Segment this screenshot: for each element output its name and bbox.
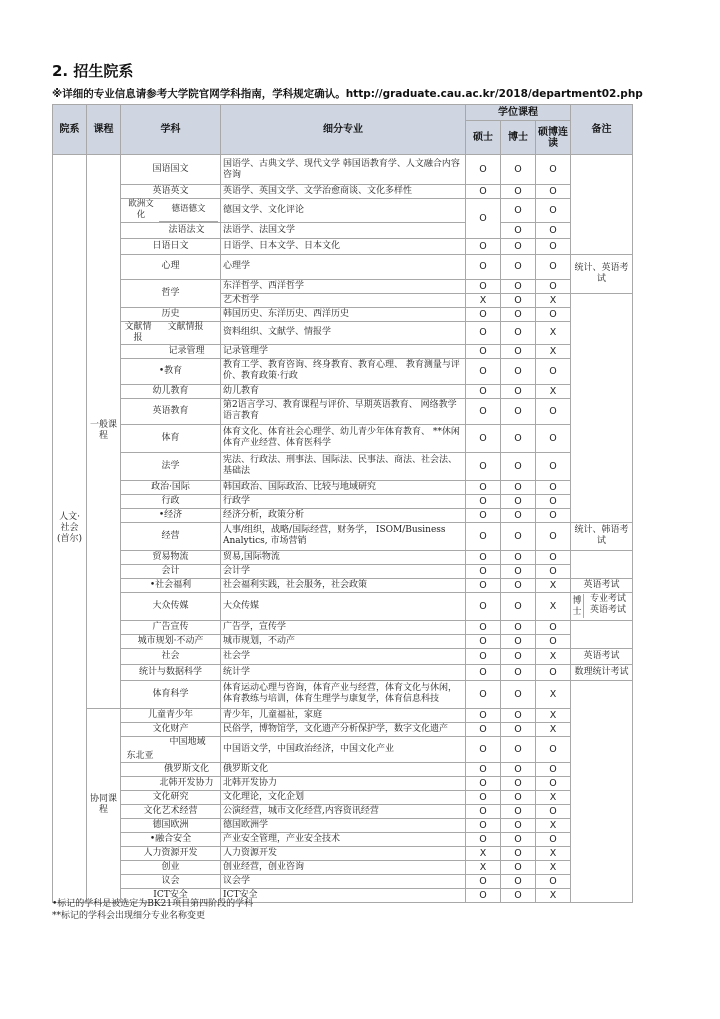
doctor-mark: O bbox=[501, 452, 536, 480]
combined-mark: O bbox=[536, 279, 571, 293]
dept-cell: 行政 bbox=[121, 494, 221, 508]
combined-mark: O bbox=[536, 664, 571, 680]
master-mark: O bbox=[466, 199, 501, 239]
header-college: 院系 bbox=[53, 105, 87, 155]
doctor-mark: O bbox=[501, 736, 536, 762]
detail-cell: 人事/组织，战略/国际经营，财务学， ISOM/Business Analytics, 市场营销 bbox=[221, 522, 466, 550]
dept-cell: ICT安全 bbox=[121, 888, 221, 902]
detail-cell: 会计学 bbox=[221, 564, 466, 578]
remark-cell-empty bbox=[571, 680, 633, 902]
detail-cell: 韩国政治、国际政治、比较与地域研究 bbox=[221, 480, 466, 494]
group-docinfo: 文献情报 bbox=[124, 321, 152, 343]
detail-cell: 贸易,国际物流 bbox=[221, 550, 466, 564]
combined-mark: O bbox=[536, 452, 571, 480]
dept-cell: 人力资源开发 bbox=[121, 846, 221, 860]
doctor-mark: O bbox=[501, 508, 536, 522]
detail-cell: 民俗学，博物馆学，文化遗产分析保护学，数字文化遗产 bbox=[221, 722, 466, 736]
remark-cell-empty bbox=[571, 550, 633, 578]
master-mark: O bbox=[466, 279, 501, 293]
header-master: 硕士 bbox=[466, 121, 501, 155]
combined-mark: O bbox=[536, 494, 571, 508]
master-mark: O bbox=[466, 634, 501, 648]
detail-cell: 人力资源开发 bbox=[221, 846, 466, 860]
dept-cell: 统计与数据科学 bbox=[121, 664, 221, 680]
doctor-mark: O bbox=[501, 592, 536, 620]
master-mark: O bbox=[466, 494, 501, 508]
doctor-mark: O bbox=[501, 358, 536, 384]
header-combined: 硕博连读 bbox=[536, 121, 571, 155]
dept-name: 中国地域 bbox=[169, 736, 206, 747]
detail-cell: 体育文化、体育社会心理学、幼儿青少年体育教育、 **休闲体育产业经营、体育医科学 bbox=[221, 424, 466, 452]
doctor-mark: O bbox=[501, 680, 536, 708]
table-body bbox=[53, 155, 633, 903]
detail-cell: 体育运动心理与咨询，体育产业与经营，体育文化与休闲， 体育教练与培训，体育生理学与康复学，体育信息科技 bbox=[221, 680, 466, 708]
remark-english-exam: 英语考试 bbox=[571, 578, 633, 592]
remark-doctor-cell bbox=[571, 592, 633, 620]
dept-cell: •社会福利 bbox=[121, 578, 221, 592]
dept-cell: 经营 bbox=[121, 522, 221, 550]
master-mark: O bbox=[466, 790, 501, 804]
group-europe: 欧洲文化 bbox=[128, 199, 154, 220]
doctor-mark: O bbox=[501, 424, 536, 452]
detail-cell: ICT安全 bbox=[221, 888, 466, 902]
combined-mark: O bbox=[536, 185, 571, 199]
doctor-mark: O bbox=[501, 564, 536, 578]
dept-cell: 文化艺术经营 bbox=[121, 804, 221, 818]
detail-cell: 城市规划，不动产 bbox=[221, 634, 466, 648]
remark-english-exam-2: 英语考试 bbox=[589, 605, 626, 615]
master-mark: O bbox=[466, 307, 501, 321]
combined-mark: O bbox=[536, 199, 571, 223]
master-mark: O bbox=[466, 424, 501, 452]
combined-mark: O bbox=[536, 424, 571, 452]
master-mark: O bbox=[466, 550, 501, 564]
doctor-mark: O bbox=[501, 832, 536, 846]
master-mark: O bbox=[466, 155, 501, 185]
department-table bbox=[52, 104, 633, 903]
combined-mark: X bbox=[536, 592, 571, 620]
dept-name: 德语德文 bbox=[159, 199, 218, 221]
doctor-mark: O bbox=[501, 398, 536, 424]
group-eastnorth: 东北亚 bbox=[126, 750, 154, 761]
dept-cell: 北韩开发协力 bbox=[121, 776, 221, 790]
course-coop: 协同课程 bbox=[87, 708, 121, 902]
header-doctor: 博士 bbox=[501, 121, 536, 155]
doctor-mark: O bbox=[501, 790, 536, 804]
doctor-mark: O bbox=[501, 888, 536, 902]
doctor-mark: O bbox=[501, 648, 536, 664]
detail-cell: 创业经营，创业咨询 bbox=[221, 860, 466, 874]
combined-mark: O bbox=[536, 238, 571, 254]
dept-cell: 历史 bbox=[121, 307, 221, 321]
dept-cell: •融合安全 bbox=[121, 832, 221, 846]
remark-doctor-label: 博士 bbox=[571, 594, 584, 618]
detail-cell: 德国欧洲学 bbox=[221, 818, 466, 832]
master-mark: O bbox=[466, 254, 501, 279]
detail-cell: 教育工学、教育咨询、终身教育、教育心理、 教育测量与评价、教育政策·行政 bbox=[221, 358, 466, 384]
doctor-mark: O bbox=[501, 254, 536, 279]
detail-cell: 社会福利实践，社会服务，社会政策 bbox=[221, 578, 466, 592]
detail-cell: 德国文学、文化评论 bbox=[221, 199, 466, 223]
detail-cell: 艺术哲学 bbox=[221, 293, 466, 307]
dept-cell: 幼儿教育 bbox=[121, 384, 221, 398]
header-detail: 细分专业 bbox=[221, 105, 466, 155]
combined-mark: O bbox=[536, 874, 571, 888]
combined-mark: O bbox=[536, 550, 571, 564]
detail-cell: 青少年，儿童福祉，家庭 bbox=[221, 708, 466, 722]
master-mark: O bbox=[466, 736, 501, 762]
header-dept: 学科 bbox=[121, 105, 221, 155]
master-mark: O bbox=[466, 592, 501, 620]
combined-mark: O bbox=[536, 358, 571, 384]
master-mark: O bbox=[466, 321, 501, 344]
doctor-mark: O bbox=[501, 522, 536, 550]
doctor-mark: O bbox=[501, 664, 536, 680]
detail-cell: 统计学 bbox=[221, 664, 466, 680]
dept-cell: 贸易物流 bbox=[121, 550, 221, 564]
dept-cell: 哲学 bbox=[121, 279, 221, 307]
doctor-mark: O bbox=[501, 279, 536, 293]
doctor-mark: O bbox=[501, 494, 536, 508]
remark-cell-empty bbox=[571, 155, 633, 255]
doctor-mark: O bbox=[501, 860, 536, 874]
dept-cell: 法语法文 bbox=[121, 222, 221, 238]
remark-cell-empty bbox=[571, 293, 633, 522]
detail-cell: 产业安全管理，产业安全技术 bbox=[221, 832, 466, 846]
remark-english-exam-3: 英语考试 bbox=[571, 648, 633, 664]
doctor-mark: O bbox=[501, 307, 536, 321]
master-mark: O bbox=[466, 664, 501, 680]
detail-cell: 大众传媒 bbox=[221, 592, 466, 620]
detail-cell: 行政学 bbox=[221, 494, 466, 508]
dept-cell: 记录管理 bbox=[121, 344, 221, 358]
master-mark: O bbox=[466, 648, 501, 664]
combined-mark: X bbox=[536, 790, 571, 804]
master-mark: O bbox=[466, 680, 501, 708]
detail-cell: 韩国历史、东洋历史、西洋历史 bbox=[221, 307, 466, 321]
master-mark: O bbox=[466, 480, 501, 494]
remark-cell-empty bbox=[571, 620, 633, 648]
dept-cell: 政治·国际 bbox=[121, 480, 221, 494]
master-mark: O bbox=[466, 722, 501, 736]
doctor-mark: O bbox=[501, 238, 536, 254]
subgroup-table bbox=[123, 199, 218, 222]
combined-mark: X bbox=[536, 344, 571, 358]
dept-cell: 德国欧洲 bbox=[121, 818, 221, 832]
doctor-mark: O bbox=[501, 344, 536, 358]
master-mark: O bbox=[466, 508, 501, 522]
dept-cell: 儿童青少年 bbox=[121, 708, 221, 722]
detail-cell: 宪法、行政法、刑事法、国际法、民事法、商法、社会法、 基础法 bbox=[221, 452, 466, 480]
combined-mark: X bbox=[536, 680, 571, 708]
master-mark: O bbox=[466, 620, 501, 634]
combined-mark: O bbox=[536, 254, 571, 279]
master-mark: O bbox=[466, 358, 501, 384]
dept-cell: 日语日文 bbox=[121, 238, 221, 254]
detail-cell: 法语学、法国文学 bbox=[221, 222, 466, 238]
dept-cell bbox=[121, 321, 221, 344]
detail-cell: 东洋哲学、西洋哲学 bbox=[221, 279, 466, 293]
remark-stat-korean: 统计、韩语考试 bbox=[571, 522, 633, 550]
detail-cell: 议会学 bbox=[221, 874, 466, 888]
master-mark: O bbox=[466, 344, 501, 358]
dept-cell: 心理 bbox=[121, 254, 221, 279]
combined-mark: X bbox=[536, 293, 571, 307]
course-general: 一般课程 bbox=[87, 155, 121, 709]
dept-cell: 广告宣传 bbox=[121, 620, 221, 634]
dept-cell bbox=[121, 199, 221, 223]
combined-mark: X bbox=[536, 384, 571, 398]
combined-mark: O bbox=[536, 634, 571, 648]
doctor-mark: O bbox=[501, 578, 536, 592]
master-mark: X bbox=[466, 846, 501, 860]
doctor-mark: O bbox=[501, 804, 536, 818]
doctor-mark: O bbox=[501, 480, 536, 494]
dept-cell: 英语教育 bbox=[121, 398, 221, 424]
combined-mark: O bbox=[536, 620, 571, 634]
master-mark: O bbox=[466, 564, 501, 578]
master-mark: O bbox=[466, 398, 501, 424]
remark-math-stat: 数理统计考试 bbox=[571, 664, 633, 680]
remark-major-exam: 专业考试 bbox=[589, 594, 626, 604]
combined-mark: O bbox=[536, 522, 571, 550]
master-mark: O bbox=[466, 804, 501, 818]
detail-cell: 俄罗斯文化 bbox=[221, 762, 466, 776]
dept-cell: 创业 bbox=[121, 860, 221, 874]
doctor-mark: O bbox=[501, 818, 536, 832]
detail-cell: 经济分析，政策分析 bbox=[221, 508, 466, 522]
master-mark: X bbox=[466, 293, 501, 307]
doctor-mark: O bbox=[501, 874, 536, 888]
dept-name: 文献情报 bbox=[167, 321, 204, 332]
doctor-mark: O bbox=[501, 222, 536, 238]
detail-cell: 北韩开发协力 bbox=[221, 776, 466, 790]
detail-cell: 心理学 bbox=[221, 254, 466, 279]
doctor-mark: O bbox=[501, 321, 536, 344]
section-heading: 2. 招生院系 bbox=[52, 62, 134, 80]
detail-cell: 国语学、古典文学、现代文学 韩国语教育学、人文融合内容咨询 bbox=[221, 155, 466, 185]
doctor-mark: O bbox=[501, 293, 536, 307]
combined-mark: O bbox=[536, 480, 571, 494]
header-remark: 备注 bbox=[571, 105, 633, 155]
combined-mark: X bbox=[536, 321, 571, 344]
combined-mark: O bbox=[536, 398, 571, 424]
master-mark: O bbox=[466, 578, 501, 592]
master-mark: O bbox=[466, 522, 501, 550]
detail-cell: 广告学，宣传学 bbox=[221, 620, 466, 634]
detail-cell: 公演经营，城市文化经营,内容资讯经营 bbox=[221, 804, 466, 818]
footnotes bbox=[52, 898, 253, 922]
college-cell: 人文·社会 (首尔) bbox=[53, 155, 87, 903]
footnote-bk21: •标记的学科是被选定为BK21项目第四阶段的学科 bbox=[52, 899, 254, 909]
detail-cell: 日语学、日本文学、日本文化 bbox=[221, 238, 466, 254]
combined-mark: O bbox=[536, 307, 571, 321]
dept-cell: 文化财产 bbox=[121, 722, 221, 736]
detail-cell: 记录管理学 bbox=[221, 344, 466, 358]
doctor-mark: O bbox=[501, 155, 536, 185]
master-mark: O bbox=[466, 708, 501, 722]
header-degree: 学位课程 bbox=[466, 105, 571, 121]
detail-cell: 幼儿教育 bbox=[221, 384, 466, 398]
master-mark: O bbox=[466, 762, 501, 776]
dept-cell: 文化研究 bbox=[121, 790, 221, 804]
doctor-mark: O bbox=[501, 185, 536, 199]
combined-mark: X bbox=[536, 722, 571, 736]
detail-cell: 第2语言学习、教育课程与评价、早期英语教育、 网络教学语言教育 bbox=[221, 398, 466, 424]
header-course: 课程 bbox=[87, 105, 121, 155]
master-mark: O bbox=[466, 874, 501, 888]
combined-mark: X bbox=[536, 818, 571, 832]
master-mark: O bbox=[466, 888, 501, 902]
master-mark: O bbox=[466, 832, 501, 846]
dept-cell: 国语国文 bbox=[121, 155, 221, 185]
doctor-mark: O bbox=[501, 846, 536, 860]
dept-cell: 俄罗斯文化 bbox=[121, 762, 221, 776]
combined-mark: O bbox=[536, 564, 571, 578]
master-mark: O bbox=[466, 776, 501, 790]
doctor-mark: O bbox=[501, 620, 536, 634]
dept-cell: 议会 bbox=[121, 874, 221, 888]
combined-mark: O bbox=[536, 155, 571, 185]
detail-cell: 资料组织、文献学、情报学 bbox=[221, 321, 466, 344]
combined-mark: X bbox=[536, 888, 571, 902]
combined-mark: O bbox=[536, 222, 571, 238]
dept-cell: 法学 bbox=[121, 452, 221, 480]
master-mark: X bbox=[466, 860, 501, 874]
detail-cell: 中国语文学，中国政治经济，中国文化产业 bbox=[221, 736, 466, 762]
dept-cell: 体育 bbox=[121, 424, 221, 452]
master-mark: O bbox=[466, 185, 501, 199]
dept-cell: 大众传媒 bbox=[121, 592, 221, 620]
doctor-mark: O bbox=[501, 550, 536, 564]
detail-cell: 社会学 bbox=[221, 648, 466, 664]
remark-stat-english: 统计、英语考试 bbox=[571, 254, 633, 293]
reference-note: ※详细的专业信息请参考大学院官网学科指南，学科规定确认。http://graduate.cau.ac.kr/2018/department02.php bbox=[52, 88, 643, 100]
dept-cell: 社会 bbox=[121, 648, 221, 664]
combined-mark: O bbox=[536, 736, 571, 762]
combined-mark: X bbox=[536, 860, 571, 874]
combined-mark: X bbox=[536, 708, 571, 722]
master-mark: O bbox=[466, 238, 501, 254]
combined-mark: X bbox=[536, 648, 571, 664]
doctor-mark: O bbox=[501, 384, 536, 398]
doctor-mark: O bbox=[501, 776, 536, 790]
dept-cell: 城市规划·不动产 bbox=[121, 634, 221, 648]
detail-cell: 文化理论，文化企划 bbox=[221, 790, 466, 804]
doctor-mark: O bbox=[501, 199, 536, 223]
combined-mark: X bbox=[536, 846, 571, 860]
doctor-mark: O bbox=[501, 634, 536, 648]
dept-cell: 会计 bbox=[121, 564, 221, 578]
combined-mark: O bbox=[536, 832, 571, 846]
dept-cell: •经济 bbox=[121, 508, 221, 522]
master-mark: O bbox=[466, 818, 501, 832]
doctor-mark: O bbox=[501, 722, 536, 736]
combined-mark: O bbox=[536, 776, 571, 790]
combined-mark: O bbox=[536, 508, 571, 522]
dept-cell bbox=[121, 736, 221, 762]
dept-cell: 英语英文 bbox=[121, 185, 221, 199]
combined-mark: X bbox=[536, 578, 571, 592]
combined-mark: O bbox=[536, 762, 571, 776]
detail-cell: 英语学、英国文学、文学治愈商谈、文化多样性 bbox=[221, 185, 466, 199]
dept-cell: •教育 bbox=[121, 358, 221, 384]
master-mark: O bbox=[466, 452, 501, 480]
doctor-mark: O bbox=[501, 708, 536, 722]
footnote-rename: **标记的学科会出现细分专业名称变更 bbox=[52, 911, 206, 921]
dept-cell: 体育科学 bbox=[121, 680, 221, 708]
combined-mark: O bbox=[536, 804, 571, 818]
master-mark: O bbox=[466, 384, 501, 398]
doctor-mark: O bbox=[501, 762, 536, 776]
